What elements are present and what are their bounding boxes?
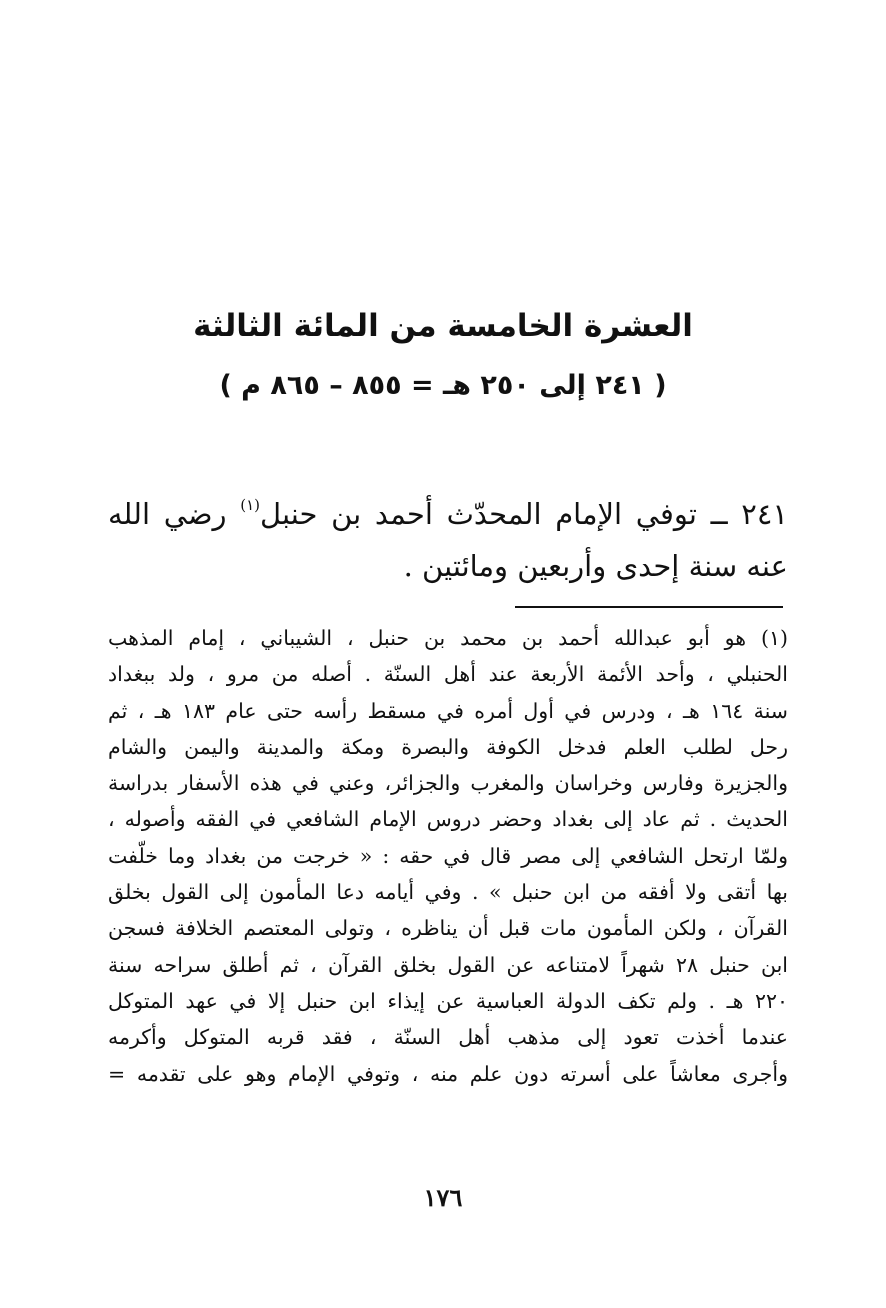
footnote-line: ٢٢٠ هـ . ولم تكف الدولة العباسية عن إيذاء ابن حنبل إلا في عهد المتوكل bbox=[108, 988, 788, 1013]
footnote-line: الحنبلي ، وأحد الأئمة الأربعة عند أهل السنّة . أصله من مرو ، ولد ببغداد bbox=[108, 662, 788, 687]
footnote-line: الحديث . ثم عاد إلى بغداد وحضر دروس الإمام الشافعي في الفقه وأصوله ، bbox=[108, 807, 788, 832]
footnote-line: سنة ١٦٤ هـ ، ودرس في أول أمره في مسقط رأسه حتى عام ١٨٣ هـ ، ثم bbox=[108, 698, 788, 723]
footnote-line: (١) هو أبو عبدالله أحمد بن محمد بن حنبل ، الشيباني ، إمام المذهب bbox=[108, 626, 788, 650]
footnote-line: القرآن ، ولكن المأمون مات قبل أن يناظره ، وتولى المعتصم الخلافة فسجن bbox=[108, 916, 788, 941]
section-dates: ( ٢٤١ إلى ٢٥٠ هـ = ٨٥٥ – ٨٦٥ م ) bbox=[219, 370, 667, 401]
entry-paragraph bbox=[108, 488, 788, 592]
entry-text: ٢٤١ ــ توفي الإمام المحدّث أحمد بن حنبل bbox=[260, 497, 788, 531]
footnote-line: والجزيرة وفارس وخراسان والمغرب والجزائر، وعني في هذه الأسفار بدراسة bbox=[108, 771, 788, 796]
footnote-separator bbox=[515, 606, 783, 608]
page-number: ١٧٦ bbox=[423, 1183, 463, 1212]
footnote-marker: (١) bbox=[240, 496, 261, 514]
footnote bbox=[108, 620, 788, 1092]
footnote-line: بها أتقى ولا أفقه من ابن حنبل » . وفي أيامه دعا المأمون إلى القول بخلق bbox=[108, 880, 788, 905]
footnote-line: عندما أخذت تعود إلى مذهب أهل السنّة ، فقد قربه المتوكل وأكرمه bbox=[108, 1025, 788, 1050]
footnote-line: ولمّا ارتحل الشافعي إلى مصر قال في حقه : « خرجت من بغداد وما خلّفت bbox=[108, 843, 788, 868]
section-title: العشرة الخامسة من المائة الثالثة bbox=[193, 308, 693, 344]
entry-text-continued: رضي الله عنه سنة إحدى وأربعين ومائتين . bbox=[108, 497, 788, 583]
footnote-line: رحل لطلب العلم فدخل الكوفة والبصرة ومكة والمدينة واليمن والشام bbox=[108, 734, 788, 759]
footnote-line: ابن حنبل ٢٨ شهراً لامتناعه عن القول بخلق القرآن ، ثم أطلق سراحه سنة bbox=[108, 952, 788, 977]
footnote-line: وأجرى معاشاً على أسرته دون علم منه ، وتوفي الإمام وهو على تقدمه = bbox=[108, 1061, 788, 1086]
